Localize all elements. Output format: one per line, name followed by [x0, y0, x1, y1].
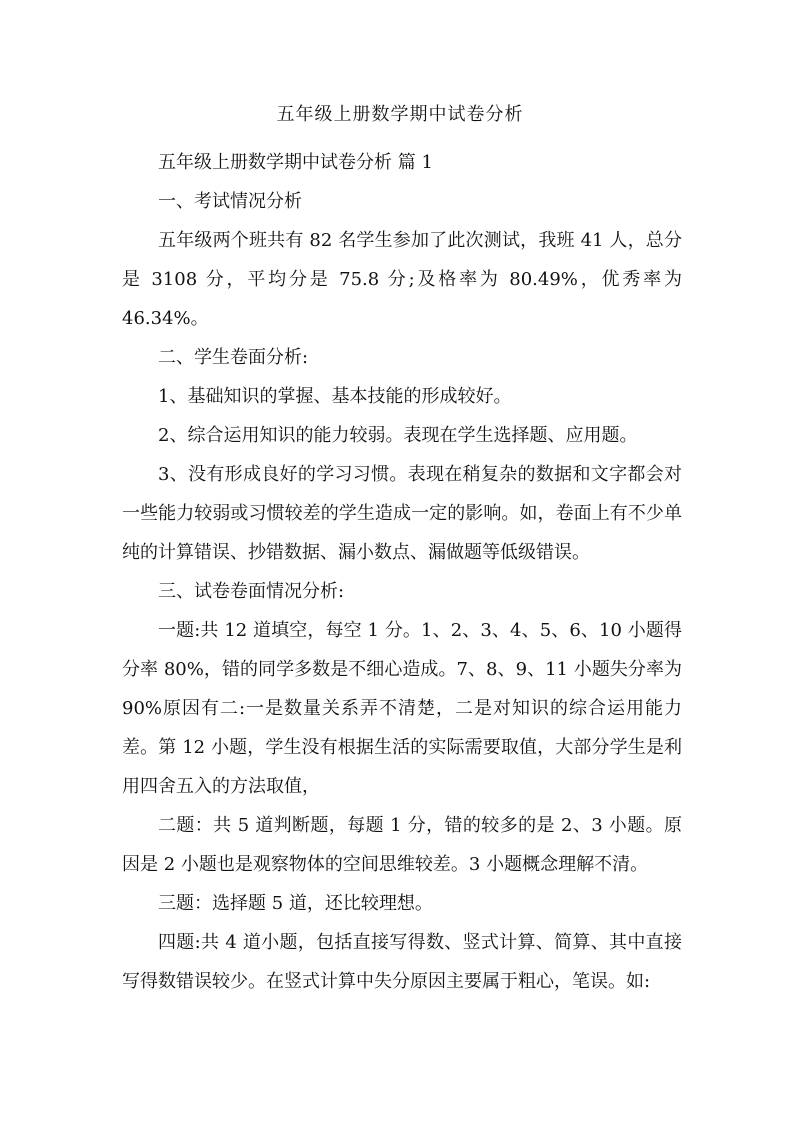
document-body: [122, 143, 682, 1001]
document-title: 五年级上册数学期中试卷分析: [276, 104, 524, 125]
paragraph-question-1: 一题:共 12 道填空，每空 1 分。1、2、3、4、5、6、10 小题得分率 80%，错的同学多数是不细心造成。7、8、9、11 小题失分率为 90%原因有二:一是数量关系弄不清楚，二是对知识的综合运用能力差。第 12 小题，学生没有根据生活的实际需要取值，大部分学生是利用四舍五入的方法取值，: [122, 620, 682, 797]
list-item-basic-knowledge: 1、基础知识的掌握、基本技能的形成较好。: [158, 386, 512, 407]
paragraph-exam-stats: 五年级两个班共有 82 名学生参加了此次测试，我班 41 人，总分是 3108 分，平均分是 75.8 分;及格率为 80.49%，优秀率为 46.34%。: [122, 230, 682, 329]
paragraph-question-2: 二题：共 5 道判断题，每题 1 分，错的较多的是 2、3 小题。原因是 2 小题也是观察物体的空间思维较差。3 小题概念理解不清。: [122, 815, 682, 875]
list-item-study-habits: 3、没有形成良好的学习习惯。表现在稍复杂的数据和文字都会对一些能力较弱或习惯较差的学生造成一定的影响。如，卷面上有不少单纯的计算错误、抄错数据、漏小数点、漏做题等低级错误。: [122, 464, 682, 563]
section-heading-part: 五年级上册数学期中试卷分析 篇 1: [158, 152, 433, 173]
section-heading-paper-analysis: 三、试卷卷面情况分析:: [158, 581, 345, 602]
paragraph-question-4: 四题:共 4 道小题，包括直接写得数、竖式计算、简算、其中直接写得数错误较少。在竖式计算中失分原因主要属于粗心，笔误。如:: [122, 932, 682, 992]
section-heading-exam-overview: 一、考试情况分析: [158, 191, 302, 212]
list-item-comprehensive-ability: 2、综合运用知识的能力较弱。表现在学生选择题、应用题。: [158, 425, 638, 446]
paragraph-question-3: 三题：选择题 5 道，还比较理想。: [158, 893, 433, 914]
section-heading-student-analysis: 二、学生卷面分析:: [158, 347, 309, 368]
